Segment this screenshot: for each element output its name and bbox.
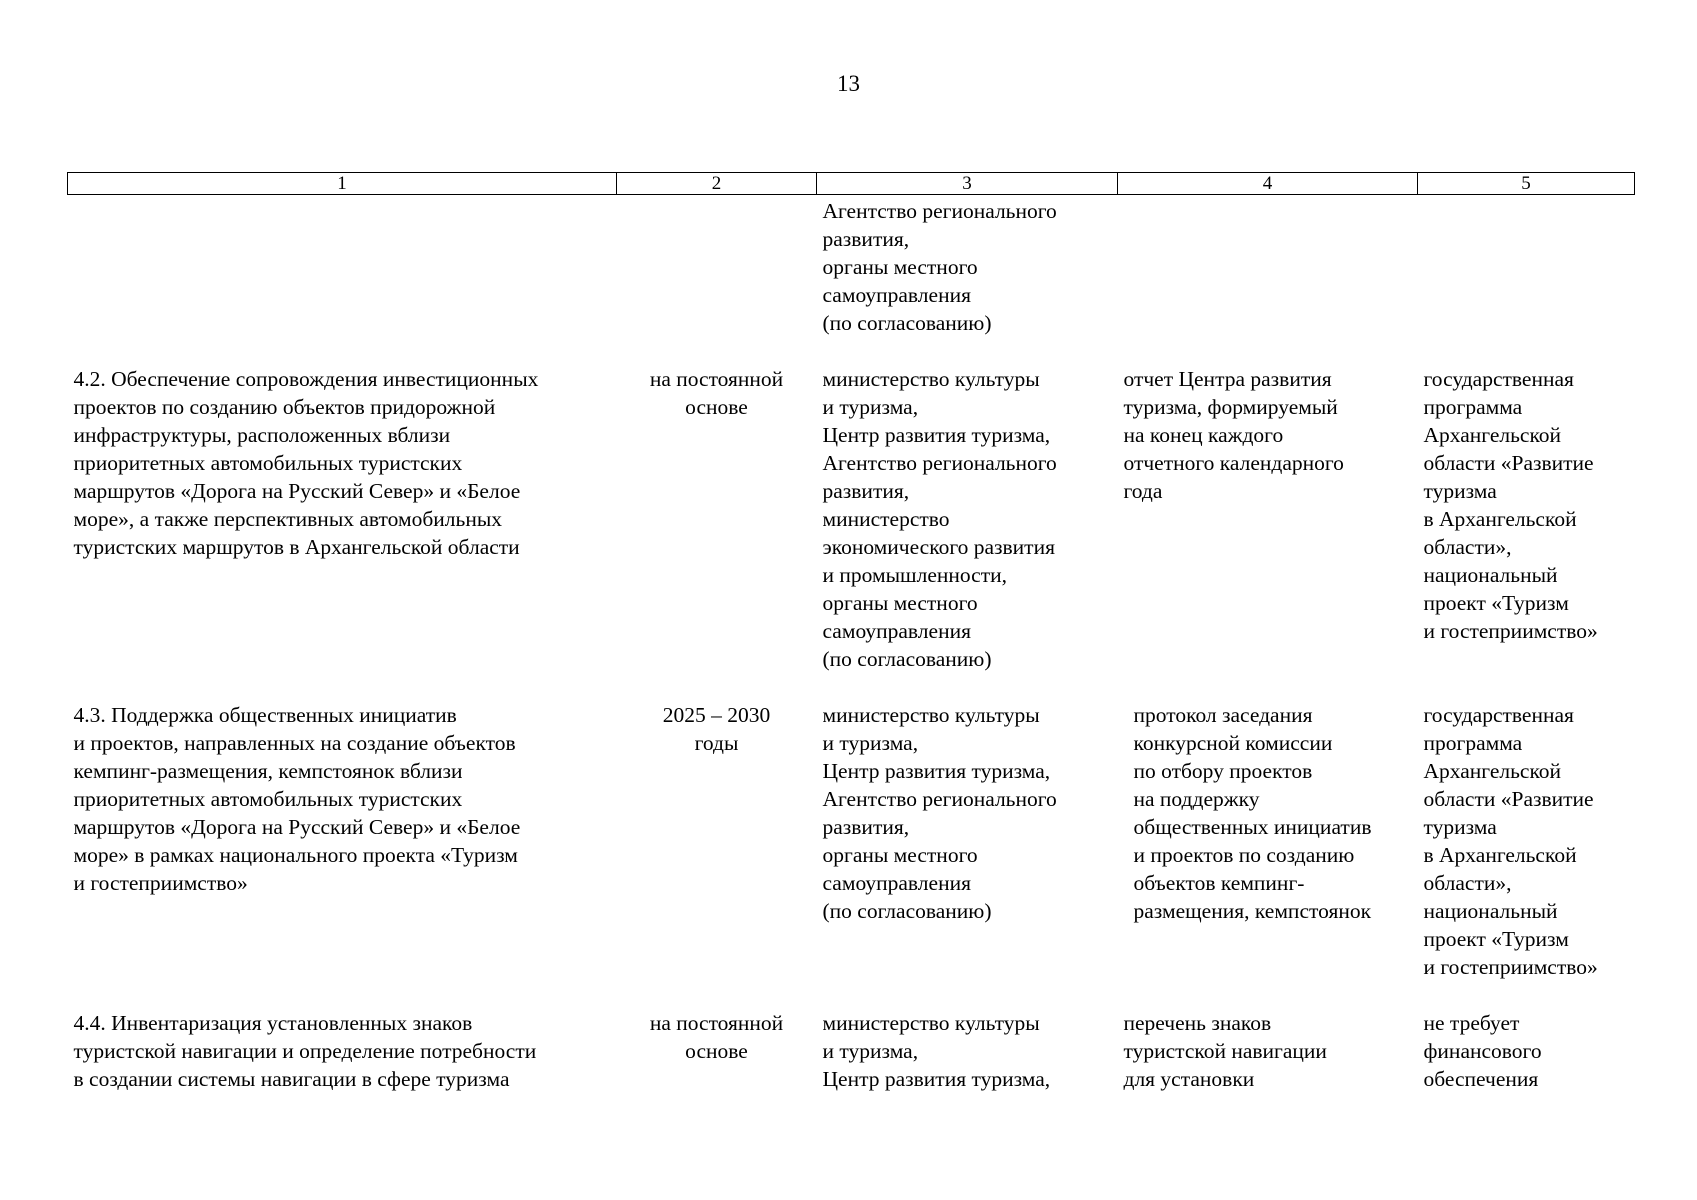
cell-responsible: министерство культуры и туризма, Центр развития туризма, Агентство регионального развития, органы местного самоуправления (по согласованию) — [822, 703, 1057, 923]
cell-funding: государственная программа Архангельской области «Развитие туризма в Архангельской области», национальный проект «Туризм и гостеприимство» — [1423, 367, 1598, 643]
activities-table — [67, 172, 1634, 1093]
cell-funding: государственная программа Архангельской области «Развитие туризма в Архангельской области», национальный проект «Туризм и гостеприимство» — [1423, 703, 1598, 979]
cell-result: протокол заседания конкурсной комиссии по отбору проектов на поддержку общественных инициатив и проектов по созданию объектов кемпинг- размещения, кемпстоянок — [1133, 703, 1372, 923]
header-cell-1: 1 — [68, 173, 617, 195]
header-row — [68, 173, 1635, 195]
cell-activity: 4.2. Обеспечение сопровождения инвестиционных проектов по созданию объектов придорожной инфраструктуры, расположенных вблизи приоритетных автомобильных туристских маршрутов «Дорога на Русский Север» и «Белое море», а также перспективных автомобильных туристских маршрутов в Архангельской области — [73, 367, 539, 559]
header-cell-3: 3 — [817, 173, 1118, 195]
table-row-4-3 — [68, 701, 1635, 1009]
cell-responsible: министерство культуры и туризма, Центр развития туризма, Агентство регионального развития, министерство экономического развития и промышленности, органы местного самоуправления (по согласованию) — [822, 367, 1057, 671]
table — [67, 172, 1635, 1093]
cell-result: перечень знаков туристской навигации для установки — [1123, 1011, 1327, 1091]
cell-deadline: 2025 – 2030 годы — [662, 703, 771, 755]
table-row-4-2 — [68, 365, 1635, 701]
header-cell-5: 5 — [1418, 173, 1635, 195]
cell-funding: не требует финансового обеспечения — [1423, 1011, 1542, 1091]
table-row-continuation — [68, 195, 1635, 366]
cell-activity: 4.4. Инвентаризация установленных знаков туристской навигации и определение потребности в создании системы навигации в сфере туризма — [73, 1011, 537, 1091]
cell-responsible: Агентство регионального развития, органы местного самоуправления (по согласованию) — [822, 199, 1057, 335]
cell-responsible: министерство культуры и туризма, Центр развития туризма, — [822, 1011, 1051, 1091]
table-body — [68, 195, 1635, 1094]
page-number: 13 — [837, 71, 860, 96]
cell-funding — [1418, 195, 1635, 366]
header-cell-4: 4 — [1118, 173, 1418, 195]
table-row-4-4 — [68, 1009, 1635, 1093]
cell-deadline: на постоянной основе — [649, 1011, 784, 1063]
table-header — [68, 173, 1635, 195]
cell-result — [1118, 195, 1418, 366]
cell-deadline: на постоянной основе — [649, 367, 784, 419]
cell-activity — [68, 195, 617, 366]
cell-deadline — [617, 195, 817, 366]
cell-result: отчет Центра развития туризма, формируемый на конец каждого отчетного календарного года — [1123, 367, 1344, 503]
header-cell-2: 2 — [617, 173, 817, 195]
cell-activity: 4.3. Поддержка общественных инициатив и проектов, направленных на создание объектов кемпинг-размещения, кемпстоянок вблизи приоритетных автомобильных туристских маршрутов «Дорога на Русский Север» и «Белое море» в рамках национального проекта «Туризм и гостеприимство» — [73, 703, 521, 895]
